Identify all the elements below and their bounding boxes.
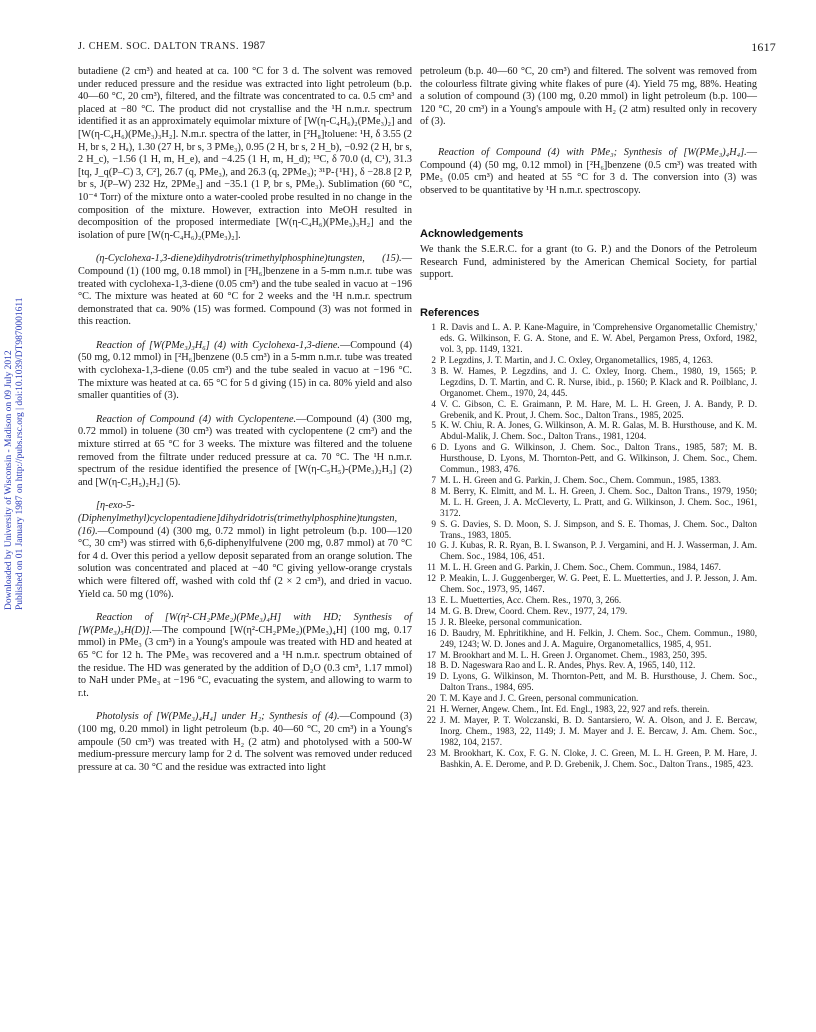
reference-item (420, 442, 757, 475)
reference-number: 2 (431, 355, 436, 366)
paragraph-body: —Compound (4) (300 mg, 0.72 mmol) in light petroleum (b.p. 100—120 °C, 30 cm³) was stirred with 6,6-diphenylfulvene (200 mg, 0.87 mmol) at 70 °C for 4 d. Over this period a yellow deposit separated from an orange solution. The solution was concentrated and placed at −40 °C giving yellow-orange crystals which were filtered off, washed with cold thf (2 × 2 cm³), and dried in vacuo. Yield ca. 50 mg (10%). (78, 525, 412, 600)
reference-item (420, 519, 757, 541)
download-stamp (2, 250, 28, 610)
reference-text: D. Lyons and G. Wilkinson, J. Chem. Soc., Dalton Trans., 1985, 587; M. B. Hursthouse, D. Lyons, M. Thornton-Pett, and G. Wilkinson, J. Chem. Soc., Chem. Commun., 1983, 476. (440, 442, 757, 475)
paragraph (420, 147, 757, 197)
reference-item (420, 617, 757, 628)
reference-number: 13 (426, 594, 436, 605)
paragraph-title: Reaction of [W(η²-CH₂PMe₂)(PMe₃)₄H] with HD; Synthesis of [W(PMe₃)₅H(D)]. (78, 612, 412, 636)
reference-number: 19 (426, 671, 436, 682)
references-heading: References (420, 306, 480, 319)
reference-text: V. C. Gibson, C. E. Graimann, P. M. Hare, M. L. H. Green, J. A. Bandy, P. D. Grebenik, and K. Prout, J. Chem. Soc., Dalton Trans., 1985, 2025. (440, 398, 757, 420)
paragraph: butadiene (2 cm³) and heated at ca. 100 °C for 3 d. The solvent was removed under reduced pressure and the residue was extracted into light petroleum (b.p. 40—60 °C, 20 cm³), filtered, and the filtrate was concentrated to ca. 0.5 cm³ and placed at −80 °C. The product did not crystallise and the ¹H n.m.r. spectrum identified it as an approximately equimolar mixture of [W(η-C₄H₆)₂(PMe₃)₂] and [W(η-C₄H₆)(PMe₃)₃H₂]. N.m.r. spectra of the latter, in [²H₈]toluene: ¹H, δ 3.55 (2 H, br s, 2 Hₐ), 1.30 (27 H, br s, 3 PMe₃), 0.95 (2 H, br s, 2 H_b), −0.92 (2 H, br s, 2 H_c), −1.56 (1 H, m, H_e), and −4.25 (1 H, m, H_d); ¹³C, δ 70.0 (d, C¹), 31.3 [tq, J_q(P–C) 3, C²], 26.7 (q, PMe₃), and 26.3 (q, 2PMe₃); ³¹P-{¹H}, δ −28.8 [2 P, br s, J(P–W) 232 Hz, 2PMe₃] and −35.1 (1 P, br s, PMe₃). Sublimation (60 °C, 10⁻⁴ Torr) of the mixture onto a water-cooled probe resulted in no change in the composition of the mixture. However, extraction into MeOH resulted in decomposition of the proposed intermediate [W(η-C₄H₆)(PMe₃)₃H₂] and the isolation of pure [W(η-C₄H₆)₂(PMe₃)₂]. (78, 66, 412, 241)
reference-item (420, 540, 757, 562)
running-header (78, 40, 776, 56)
right-column (420, 66, 757, 769)
paragraph (78, 711, 412, 774)
reference-item (420, 573, 757, 595)
reference-text: S. G. Davies, S. D. Moon, S. J. Simpson, and S. E. Thomas, J. Chem. Soc., Dalton Trans., 1983, 1805. (440, 518, 757, 540)
paragraph: petroleum (b.p. 40—60 °C, 20 cm³) and filtered. The solvent was removed from the colourless filtrate giving white flakes of pure (4). Yield 75 mg, 88%. Heating a solution of compound (3) (100 mg, 0.20 mmol) in light petroleum (b.p. 100—120 °C, 20 cm³) in a Young's ampoule with H₂ (2 atm) resulted only in recovery of (3). (420, 66, 757, 128)
reference-text: P. Meakin, L. J. Guggenberger, W. G. Peet, E. L. Muetterties, and J. P. Jesson, J. Am. Chem. Soc., 1973, 95, 1467. (440, 573, 757, 595)
paragraph (78, 253, 412, 329)
paragraph-body: —Compound (3) (100 mg, 0.20 mmol) in light petroleum (b.p. 40—60 °C, 20 cm³) in a Young's ampoule (50 cm³) was treated with H₂ (2 atm) and photolysed with a 500-W medium-pressure mercury lamp for 2 d. The solvent was removed under reduced pressure at ca. 30 °C and the residue was extracted into light (78, 711, 413, 773)
reference-text: R. Davis and L. A. P. Kane-Maguire, in 'Comprehensive Organometallic Chemistry,' eds. G. Wilkinson, F. G. A. Stone, and E. W. Abel, Pergamon Press, Oxford, 1982, vol. 3, pp. 1149, 1321. (440, 322, 757, 355)
reference-item (420, 475, 757, 486)
reference-text: M. Brookhart and M. L. H. Green J. Organomet. Chem., 1983, 250, 395. (440, 649, 707, 660)
reference-number: 12 (426, 573, 436, 584)
reference-text: J. M. Mayer, P. T. Wolczanski, B. D. Santarsiero, W. A. Olson, and J. E. Bercaw, Inorg. Chem., 1983, 22, 1149; J. M. Mayer and J. E. Bercaw, J. Am. Chem. Soc., 1982, 104, 2157. (440, 714, 757, 747)
paragraph (78, 500, 412, 601)
reference-item (420, 595, 757, 606)
journal-year: 1987 (242, 40, 266, 52)
reference-item (420, 562, 757, 573)
reference-number: 23 (426, 747, 436, 758)
reference-text: T. M. Kaye and J. C. Green, personal communication. (440, 693, 639, 704)
reference-number: 22 (426, 714, 436, 725)
reference-item (420, 660, 757, 671)
paragraph-body: —Compound (1) (100 mg, 0.18 mmol) in [²H₆]benzene in a 5-mm n.m.r. tube was treated with cyclohexa-1,3-diene (0.05 cm³) and the tube sealed in vacuo at −196 °C. The mixture was heated at 60 °C for 2 weeks and the ¹H n.m.r. spectrum demonstrated that ca. 90% (15) was formed. Compound (3) was not formed in this reaction. (78, 253, 412, 328)
acknowledgements-heading: Acknowledgements (420, 228, 524, 241)
reference-text: M. L. H. Green and G. Parkin, J. Chem. Soc., Chem. Commun., 1985, 1383. (440, 475, 721, 485)
reference-number: 18 (426, 660, 436, 671)
paragraph-title: Reaction of [W(PMe₃)₃H₆] (4) with Cyclohexa-1,3-diene. (96, 339, 340, 351)
reference-number: 3 (431, 365, 436, 376)
page-number: 1617 (751, 40, 776, 54)
reference-number: 6 (431, 442, 436, 453)
reference-item (420, 704, 757, 715)
reference-item (420, 366, 757, 399)
paragraph (78, 612, 412, 700)
publication-notice: Published on 01 January 1987 on http://pubs.rsc.org | doi:10.1039/DT9870001611 (15, 297, 25, 610)
paragraph-body: —Compound (4) (50 mg, 0.12 mmol) in [²H₆]benzene (0.5 cm³) was treated with PMe₃ (0.05 cm³) and heated at 55 °C for 3 d. The conversion into (3) was observed to be quantitative by ¹H n.m.r. spectroscopy. (420, 146, 757, 196)
acknowledgements-text: We thank the S.E.R.C. for a grant (to G. P.) and the Donors of the Petroleum Research Fund, administered by the American Chemical Society, for partial support. (420, 243, 757, 281)
paragraph-title: (η-Cyclohexa-1,3-diene)dihydrotris(trimethylphosphine)tungsten, (15). (96, 253, 402, 265)
paragraph (78, 414, 412, 490)
reference-item (420, 399, 757, 421)
reference-list (420, 322, 757, 769)
reference-number: 7 (431, 475, 436, 485)
reference-item (420, 650, 757, 661)
paragraph-title: Reaction of Compound (4) with PMe₃; Synthesis of [W(PMe₃)₄H₄]. (438, 146, 747, 158)
reference-number: 9 (431, 518, 436, 529)
reference-text: D. Baudry, M. Ephritikhine, and H. Felkin, J. Chem. Soc., Chem. Commun., 1980, 249, 1243; W. D. Jones and J. A. Maguire, Organometallics, 1985, 4, 951. (440, 627, 757, 649)
reference-text: D. Lyons, G. Wilkinson, M. Thornton-Pett, and M. B. Hursthouse, J. Chem. Soc., Dalton Trans., 1984, 695. (440, 671, 757, 693)
reference-number: 8 (431, 485, 436, 496)
reference-item (420, 628, 757, 650)
reference-item (420, 606, 757, 617)
reference-item (420, 420, 757, 442)
reference-text: J. R. Bleeke, personal communication. (440, 616, 582, 627)
reference-item (420, 671, 757, 693)
paragraph-body: —The compound [W(η²-CH₂PMe₂)(PMe₃)₄H] (100 mg, 0.17 mmol) in PMe₃ (3 cm³) in a Young's ampoule was treated with HD and heated at 65 °C for 12 h. The PMe₃ was recovered and a ¹H n.m.r. spectrum obtained of the residue. The HD was generated by the addition of D₂O (0.3 cm³, 1.17 mmol) to NaH under PMe₃ at −196 °C, evacuating the system, and allowing to warm to r.t. (78, 624, 412, 699)
reference-text: B. D. Nageswara Rao and L. R. Andes, Phys. Rev. A, 1965, 140, 112. (440, 660, 696, 671)
reference-number: 1 (431, 322, 436, 333)
reference-number: 16 (426, 627, 436, 638)
reference-item (420, 748, 757, 770)
reference-text: M. Brookhart, K. Cox, F. G. N. Cloke, J. C. Green, M. L. H. Green, P. M. Hare, J. Bashkin, A. E. Derome, and P. D. Grebenik, J. Chem. Soc., Dalton Trans., 1985, 423. (440, 747, 757, 769)
reference-number: 20 (426, 693, 436, 704)
reference-text: P. Legzdins, J. T. Martin, and J. C. Oxley, Organometallics, 1985, 4, 1263. (440, 355, 713, 366)
paragraph-title: Photolysis of [W(PMe₃)₄H₄] under H₂; Synthesis of (4). (96, 711, 340, 723)
reference-text: M. L. H. Green and G. Parkin, J. Chem. Soc., Chem. Commun., 1984, 1467. (440, 562, 721, 573)
reference-item (420, 693, 757, 704)
reference-text: H. Werner, Angew. Chem., Int. Ed. Engl., 1983, 22, 927 and refs. therein. (440, 704, 710, 715)
reference-number: 17 (426, 649, 436, 660)
reference-number: 14 (426, 605, 436, 616)
paragraph-title: Reaction of Compound (4) with Cyclopentene. (96, 413, 297, 425)
reference-number: 5 (431, 420, 436, 431)
reference-number: 11 (427, 562, 436, 573)
journal-name: J. CHEM. SOC. DALTON TRANS. 1987 (78, 40, 266, 52)
reference-text: M. G. B. Drew, Coord. Chem. Rev., 1977, 24, 179. (440, 605, 628, 616)
reference-number: 21 (426, 704, 436, 715)
paragraph (78, 340, 412, 403)
reference-number: 4 (431, 398, 436, 409)
reference-item (420, 715, 757, 748)
reference-number: 10 (426, 540, 436, 551)
reference-text: K. W. Chiu, R. A. Jones, G. Wilkinson, A. M. R. Galas, M. B. Hursthouse, and K. M. Abdul-Malik, J. Chem. Soc., Dalton Trans., 1981, 1204. (440, 420, 757, 442)
download-notice: Downloaded by University of Wisconsin - Madison on 09 July 2012 (4, 350, 14, 610)
left-column (78, 66, 412, 785)
paragraph-body: —Compound (4) (300 mg, 0.72 mmol) in toluene (30 cm³) was treated with cyclopentene (2 cm³) and the mixture stirred at 65 °C for 3 weeks. The mixture was filtered and the toluene removed from the filtrate under reduced pressure at ca. 70 °C. The ¹H n.m.r. spectrum of the residue identified the presence of [W(η-C₅H₅)-(PMe₃)₂H₃] (2) and [W(η-C₅H₅)₂H₂] (5). (78, 413, 412, 488)
paragraph-title: [η-exo-5-(Diphenylmethyl)cyclopentadiene]dihydridotris(trimethylphosphine)tungsten, (16). (78, 500, 398, 537)
reference-text: E. L. Muetterties, Acc. Chem. Res., 1970, 3, 266. (440, 594, 622, 605)
reference-item (420, 486, 757, 519)
reference-number: 15 (426, 616, 436, 627)
reference-text: G. J. Kubas, R. R. Ryan, B. I. Swanson, P. J. Vergamini, and H. J. Wasserman, J. Am. Chem. Soc., 1984, 106, 451. (440, 540, 757, 562)
reference-item (420, 355, 757, 366)
reference-text: B. W. Hames, P. Legzdins, and J. C. Oxley, Inorg. Chem., 1980, 19, 1565; P. Legzdins, D. T. Martin, and C. R. Nurse, ibid., p. 1560; P. Klack and R. Poilblanc, J. Organomet. Chem., 1970, 24, 445. (440, 365, 757, 398)
reference-item (420, 322, 757, 355)
paragraph-body: —Compound (4) (50 mg, 0.12 mmol) in [²H₆]benzene (0.5 cm³) in a 5-mm n.m.r. tube was treated with cyclohexa-1,3-diene (0.05 cm³) and the tube sealed in vacuo at −196 °C. The mixture was heated at ca. 65 °C for 5 d giving (15) in ca. 80% yield and also smaller quantities of (3). (78, 339, 412, 402)
reference-text: M. Berry, K. Elmitt, and M. L. H. Green, J. Chem. Soc., Dalton Trans., 1979, 1950; M. L. H. Green, J. A. McCleverty, L. Pratt, and G. Wilkinson, J. Chem. Soc., 1961, 3172. (440, 485, 757, 518)
